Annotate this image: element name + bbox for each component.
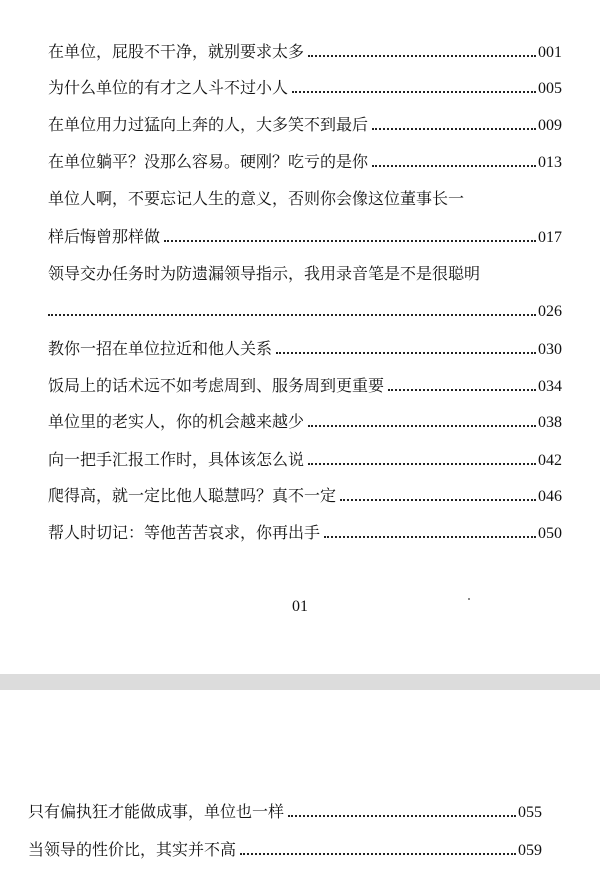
toc-entry xyxy=(28,800,542,825)
leader-dots xyxy=(240,853,516,855)
toc-entry-title: 向一把手汇报工作时，具体该怎么说 xyxy=(48,450,305,469)
toc-entry-title: 只有偏执狂才能做成事，单位也一样 xyxy=(28,802,285,821)
toc-entry-page: 055 xyxy=(518,804,542,821)
toc-entry xyxy=(48,150,562,175)
page-separator xyxy=(0,674,600,690)
toc-entry-title: 帮人时切记：等他苦苦哀求，你再出手 xyxy=(48,523,321,542)
leader-dots xyxy=(288,815,516,817)
toc-entry-page: 042 xyxy=(538,452,562,469)
toc-entry-title-line1: 单位人啊，不要忘记人生的意义，否则你会像这位董事长一 xyxy=(48,189,465,208)
toc-entry-page: 038 xyxy=(538,414,562,431)
toc-entry-page: 034 xyxy=(538,378,562,395)
toc-entry-title: 为什么单位的有才之人斗不过小人 xyxy=(48,78,289,97)
leader-dots xyxy=(164,240,536,242)
toc-entry-title: 教你一招在单位拉近和他人关系 xyxy=(48,339,273,358)
toc-entry xyxy=(48,187,562,250)
toc-entry-page: 026 xyxy=(538,303,562,320)
leader-dots xyxy=(48,314,536,316)
toc-entry xyxy=(28,838,542,863)
toc-entry-title-line1: 领导交办任务时为防遗漏领导指示，我用录音笔是不是很聪明 xyxy=(48,264,481,283)
page-number: 01 xyxy=(292,598,308,615)
toc-entry xyxy=(48,113,562,138)
toc-entry-page: 009 xyxy=(538,117,562,134)
toc-entry xyxy=(48,410,562,435)
toc-entry xyxy=(48,448,562,473)
leader-dots xyxy=(388,389,536,391)
toc-entry-page: 005 xyxy=(538,80,562,97)
leader-dots xyxy=(372,165,536,167)
toc-entry-title: 样后悔曾那样做 xyxy=(48,227,161,246)
toc-entry xyxy=(48,262,562,324)
toc-entry-title: 单位里的老实人，你的机会越来越少 xyxy=(48,412,305,431)
toc-entry-page: 059 xyxy=(518,842,542,859)
toc-entry-page: 030 xyxy=(538,341,562,358)
toc-entry xyxy=(48,374,562,399)
toc-entry-title: 在单位躺平？没那么容易。硬刚？吃亏的是你 xyxy=(48,152,369,171)
toc-entry-page: 046 xyxy=(538,488,562,505)
toc-entry xyxy=(48,484,562,509)
toc-page-2 xyxy=(0,690,600,872)
toc-entry-title: 在单位用力过猛向上奔的人，大多笑不到最后 xyxy=(48,115,369,134)
toc-entry xyxy=(48,337,562,362)
leader-dots xyxy=(324,536,536,538)
leader-dots xyxy=(308,463,536,465)
leader-dots xyxy=(340,499,536,501)
toc-entry-page: 001 xyxy=(538,44,562,61)
toc-entry xyxy=(48,40,562,65)
toc-entry-page: 050 xyxy=(538,525,562,542)
toc-entry-title: 爬得高，就一定比他人聪慧吗？真不一定 xyxy=(48,486,337,505)
leader-dots xyxy=(308,55,536,57)
toc-entry-page: 013 xyxy=(538,154,562,171)
toc-entry-title: 饭局上的话术远不如考虑周到、服务周到更重要 xyxy=(48,376,385,395)
toc-entry-page: 017 xyxy=(538,229,562,246)
leader-dots xyxy=(372,128,536,130)
leader-dots xyxy=(276,352,536,354)
toc-entry xyxy=(48,76,562,101)
leader-dots xyxy=(308,425,536,427)
toc-entry-title: 当领导的性价比，其实并不高 xyxy=(28,840,237,859)
toc-entry xyxy=(48,521,562,546)
leader-dots xyxy=(292,91,536,93)
toc-entry-title: 在单位，屁股不干净，就别要求太多 xyxy=(48,42,305,61)
